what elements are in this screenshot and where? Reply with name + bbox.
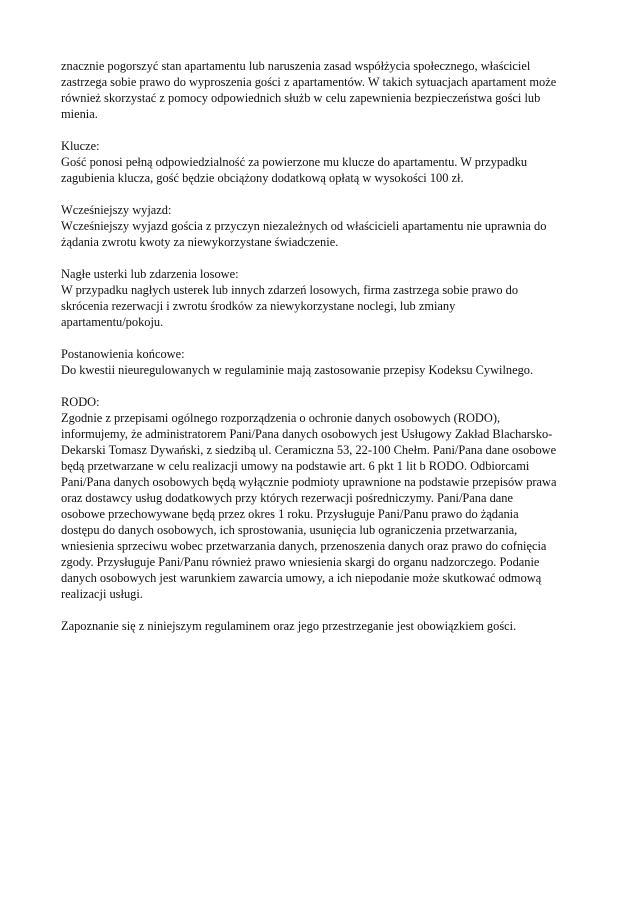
closing-paragraph: Zapoznanie się z niniejszym regulaminem oraz jego przestrzeganie jest obowiązkiem gości. (61, 619, 517, 633)
section-paragraph: W przypadku nagłych usterek lub innych zdarzeń losowych, firma zastrzega sobie prawo do skrócenia rezerwacji i zwrotu środków za niewykorzystane noclegi, lub zmiany apartamentu/pokoju. (61, 283, 519, 329)
section-final-provisions (61, 346, 581, 378)
section-paragraph: Zgodnie z przepisami ogólnego rozporządzenia o ochronie danych osobowych (RODO), informujemy, że administratorem Pani/Pana danych osobowych jest Usługowy Zakład Blacharsko- Dekarski Tomasz Dywański, z siedzibą ul. Ceramiczna 53, 22-100 Chełm. Pani/Pana dane osobowe będą przetwarzane w celu realizacji umowy na podstawie art. 6 pkt 1 lit b RODO. Odbiorcami Pani/Pana danych osobowych będą wyłącznie podmioty uprawnione na podstawie przepisów prawa oraz dostawcy usług dodatkowych przy których rezerwacji pośredniczymy. Pani/Pana dane osobowe przechowywane będą przez okres 1 roku. Przysługuje Pani/Panu prawo do żądania dostępu do danych osobowych, ich sprostowania, usunięcia lub ograniczenia przetwarzania, wniesienia sprzeciwu wobec przetwarzania danych, przenoszenia danych oraz prawo do cofnięcia zgody. Przysługuje Pani/Panu również prawo wniesienia skargi do organu nadzorczego. Podanie danych osobowych jest warunkiem zawarcia umowy, a ich niepodanie może skutkować odmową realizacji usługi. (61, 411, 557, 601)
section-heading: Klucze: (61, 139, 100, 153)
section-early-departure (61, 202, 581, 250)
section-rodo (61, 394, 581, 602)
section-paragraph: Gość ponosi pełną odpowiedzialność za powierzone mu klucze do apartamentu. W przypadku zagubienia klucza, gość będzie obciążony dodatkową opłatą w wysokości 100 zł. (61, 155, 528, 185)
section-heading: Wcześniejszy wyjazd: (61, 203, 172, 217)
section-paragraph: Do kwestii nieuregulowanych w regulaminie mają zastosowanie przepisy Kodeksu Cywilnego. (61, 363, 534, 377)
document-body (61, 58, 581, 650)
intro-paragraph: znacznie pogorszyć stan apartamentu lub naruszenia zasad współżycia społecznego, właściciel zastrzega sobie prawo do wyproszenia gości z apartamentów. W takich sytuacjach apartament może również skorzystać z pomocy odpowiednich służb w celu zapewnienia bezpieczeństwa gości lub mienia. (61, 59, 557, 121)
section-keys (61, 138, 581, 186)
section-sudden-failures (61, 266, 581, 330)
intro-block (61, 58, 581, 122)
section-heading: Postanowienia końcowe: (61, 347, 185, 361)
section-heading: Nagłe usterki lub zdarzenia losowe: (61, 267, 239, 281)
section-heading: RODO: (61, 395, 100, 409)
section-paragraph: Wcześniejszy wyjazd gościa z przyczyn niezależnych od właścicieli apartamentu nie uprawnia do żądania zwrotu kwoty za niewykorzystane świadczenie. (61, 219, 547, 249)
closing-block (61, 618, 581, 634)
